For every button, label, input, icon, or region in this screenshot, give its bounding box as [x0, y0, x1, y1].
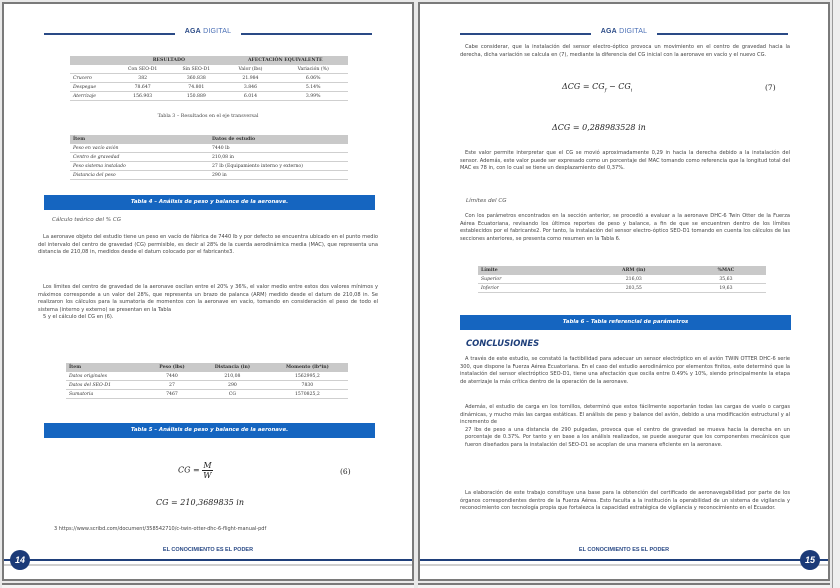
equation-7: $\Delta CG = CG_f - CG_i$	[562, 82, 633, 94]
table-row: Centro de gravedad 210,08 in	[70, 153, 348, 162]
equation-7-result: ΔCG = 0,288983528 in	[552, 123, 646, 132]
table-6	[478, 266, 766, 293]
next-row-page-edge	[418, 583, 830, 588]
table-row: Distancia del peso 290 in	[70, 171, 348, 180]
table-3-caption: Tabla 3 – Resultados en el eje transversal	[157, 114, 259, 119]
equation-number: (7)	[765, 83, 776, 92]
table-4	[70, 135, 348, 180]
column-header: %MAC	[686, 266, 766, 275]
table-row: Superior 216,03 35,63	[478, 275, 766, 284]
section-subheading: Límites del CG	[466, 198, 507, 204]
table-row: Despegue 78.647 74.801 3.846 5.14%	[70, 83, 348, 92]
footer-rule	[4, 559, 412, 561]
column-header: Límite	[478, 266, 582, 275]
table-row: Inferior 203,55 19,63	[478, 284, 766, 293]
header-rule-right	[241, 33, 372, 35]
footer-motto: EL CONOCIMIENTO ES EL PODER	[578, 547, 670, 553]
column-header: Sin SEO-D1	[170, 65, 222, 74]
paragraph: Los límites del centro de gravedad de la aeronave oscilan entre el 20% y 36%, el valor medio entre estos dos valores mínimos y máximos corresponde a un valor del 28%, que representa un brazo de palanca (ARM) medido desde el datum de 210,08 in. Se realizaron los cálculos para la sumatoria de momentos con la aeronave en vacío, tomando en consideración el peso de todo el sistema (interno y externo) se presentan en la Tabla 5 y el cálculo del CG en (6).	[38, 284, 378, 321]
table-row: Crucero 382 360.838 21.984 6.06%	[70, 74, 348, 83]
page-15	[418, 2, 830, 581]
paragraph: Con los parámetros encontrados en la sección anterior, se procedió a evaluar a la aeronave DHC-6 Twin Otter de la Fuerza Aérea Ecuatoriana, revisando los últimos reportes de peso y balance, a fin de que se encuentren dentro de los límites establecidos por el fabricante2. Por tanto, la instalación del sensor electro-óptico SEO-D1 tomando en cuenta los cálculos de las secciones anteriores, se presenta como resumen en la Tabla 6.	[460, 213, 790, 242]
column-header: Momento (lb*in)	[267, 363, 348, 372]
brand-logo: AGA DIGITAL	[184, 28, 232, 35]
paragraph: A través de este estudio, se constató la factibilidad para adecuar un sensor electróptico en el avión TWIN OTTER DHC-6 serie 300, que dispone la Fuerza Aérea Ecuatoriana. En el caso del estudio aerodinámico por elementos finitos, este determinó que la instalación del sensor electróptico SEO-D1, tiene una afectación que oscila entre 0.49% y 10%, siendo principalmente la etapa de aterrizaje la más crítica dentro de la operación de la aeronave.	[460, 356, 790, 385]
footnote: 3 https://www.scribd.com/document/358542710/c-twin-otter-dhc-6-flight-manual-pdf	[54, 526, 267, 532]
page-number-badge: 15	[800, 550, 820, 570]
table-row: Peso sistema instalado 27 lb (Equipamiento interno y externo)	[70, 162, 348, 171]
next-page-edge	[832, 0, 840, 588]
table-5-banner: Tabla 5 – Análisis de peso y balance de la aeronave.	[44, 423, 375, 438]
group-header: AFECTACIÓN EQUIVALENTE	[223, 56, 349, 65]
next-row-page-edge	[2, 583, 414, 588]
paragraph: Este valor permite interpretar que el CG se movió aproximadamente 0,29 in hacia la derecha debido a la instalación del sensor. Además, este valor puede ser expresado como un porcentaje del MAC tomando como referencia que la longitud total del MAC es 78 in, con lo cual se tiene un desplazamiento del 0,37%.	[460, 150, 790, 172]
column-header: Ítem	[70, 135, 209, 144]
paragraph: Además, el estudio de carga en los tornillos, determinó que estos fácilmente soportarán todas las cargas de vuelo o cargas dinámicas, y mucho más las cargas estáticas. El análisis de peso y balance del avión, debido a una modificación estructural y al incremento de 27 lbs de peso a una distancia de 290 pulgadas, provoca que el centro de gravedad se mueva hacia la derecha en un porcentaje de 0.37%. Por tanto y en base a los análisis realizados, se puede asegurar que los componentes mecánicos que fueron diseñados para la instalación del SEO-D1 se acoplan de una manera eficiente en la aeronave.	[460, 404, 790, 448]
table-row: Aterrizaje 156.903 150.889 6.014 3.99%	[70, 92, 348, 101]
footer-rule	[420, 559, 828, 561]
table-row: Datos originales 7440 210,08 1562995,2	[66, 372, 348, 381]
footer-rule-gray	[420, 564, 828, 566]
section-subheading: Cálculo teórico del % CG	[52, 217, 122, 223]
table-row: Datos del SEO-D1 27 290 7830	[66, 381, 348, 390]
group-header: RESULTADO	[115, 56, 222, 65]
column-header: Con SEO-D1	[115, 65, 170, 74]
equation-6-result: CG = 210,3689835 in	[156, 498, 244, 507]
column-header: Peso (lbs)	[146, 363, 198, 372]
page-header	[44, 30, 372, 38]
table-4-banner: Tabla 4 – Análisis de peso y balance de la aeronave.	[44, 195, 375, 210]
brand-logo: AGA DIGITAL	[600, 28, 648, 35]
column-header: Ítem	[66, 363, 146, 372]
table-row: Peso en vacío avión 7440 lb	[70, 144, 348, 153]
column-header: Datos de estudio	[209, 135, 348, 144]
page-14	[2, 2, 414, 581]
table-row: Sumatoria 7467 CG 1570825,2	[66, 390, 348, 399]
paragraph: La elaboración de este trabajo constituye una base para la obtención del certificado de aeronavegabilidad por parte de los órganos correspondientes dentro de la Fuerza Aérea. Esto faculta a la institución la operabilidad de un sistema de vigilancia y reconocimiento con tecnología propia que fortalezca la capacidad estratégica de vigilancia y reconocimiento en el Ecuador.	[460, 490, 790, 512]
table-6-banner: Tabla 6 – Tabla referencial de parámetros	[460, 315, 791, 330]
column-header: Variación (%)	[278, 65, 348, 74]
paragraph: Cabe considerar, que la instalación del sensor electro-óptico provoca un movimiento en el centro de gravedad hacia la derecha, dicha variación se calcula en (7), mediante la diferencia del CG inicial con la aeronave en vacío y el nuevo CG.	[460, 44, 790, 58]
column-header: ARM (in)	[582, 266, 686, 275]
page-header	[460, 30, 788, 38]
table-3	[70, 56, 348, 101]
column-header: Distancia (in)	[198, 363, 267, 372]
conclusions-heading: CONCLUSIONES	[466, 338, 540, 348]
page-number-badge: 14	[10, 550, 30, 570]
footer-rule-gray	[4, 564, 412, 566]
equation-6: CG = $\frac{M}{W}$	[178, 461, 212, 480]
header-rule-right	[657, 33, 788, 35]
footer-motto: EL CONOCIMIENTO ES EL PODER	[162, 547, 254, 553]
paragraph: La aeronave objeto del estudio tiene un peso en vacío de fábrica de 7440 lb y por defecto se encuentra ubicado en el punto medio del intervalo del centro de gravedad (CG) permisible, es decir al 28% de la cuerda aerodinámica media (MAC), que representa una distancia de 210,08 in, medidos desde el datum colocado por el fabricante3.	[38, 234, 378, 256]
table-5	[66, 363, 348, 399]
column-header: Valor (lbs)	[223, 65, 279, 74]
equation-number: (6)	[340, 467, 351, 476]
